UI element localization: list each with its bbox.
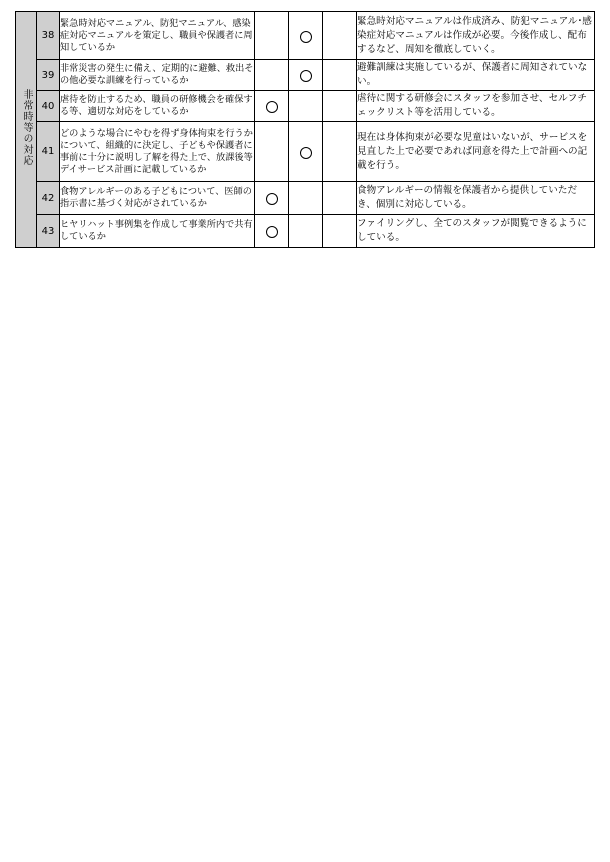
evaluation-item: 食物アレルギーのある子どもについて、医師の指示書に基づく対応がされているか [60,182,255,215]
circle-mark-icon [300,70,312,82]
mark-cell-yes [255,122,289,182]
mark-cell-partial [289,91,323,122]
mark-cell-no [323,91,357,122]
mark-cell-partial [289,215,323,248]
circle-mark-icon [266,101,278,113]
category-cell [16,12,37,248]
mark-cell-no [323,122,357,182]
mark-cell-no [323,215,357,248]
table-row [16,60,595,91]
circle-mark-icon [266,193,278,205]
mark-cell-yes [255,12,289,60]
mark-cell-partial [289,122,323,182]
row-number: 41 [37,122,60,182]
row-number: 40 [37,91,60,122]
row-number: 39 [37,60,60,91]
evaluation-item: ヒヤリハット事例集を作成して事業所内で共有しているか [60,215,255,248]
self-evaluation-table [15,11,595,248]
row-number: 38 [37,12,60,60]
mark-cell-no [323,182,357,215]
table-row [16,215,595,248]
circle-mark-icon [266,226,278,238]
category-label: 非常時等の対応 [21,89,32,166]
mark-cell-partial [289,12,323,60]
evaluation-item: 虐待を防止するため、職員の研修機会を確保する等、適切な対応をしているか [60,91,255,122]
table-row [16,182,595,215]
mark-cell-partial [289,60,323,91]
table-row [16,122,595,182]
mark-cell-partial [289,182,323,215]
improvement-comment: 虐待に関する研修会にスタッフを参加させ、セルフチェックリスト等を活用している。 [357,91,595,122]
row-number: 42 [37,182,60,215]
circle-mark-icon [300,31,312,43]
mark-cell-yes [255,182,289,215]
mark-cell-no [323,60,357,91]
improvement-comment: 緊急時対応マニュアルは作成済み、防犯マニュアル･感染症対応マニュアルは作成が必要。今後作成し、配布するなど、周知を徹底していく。 [357,12,595,60]
improvement-comment: ファイリングし、全てのスタッフが閲覧できるようにしている。 [357,215,595,248]
evaluation-item: 非常災害の発生に備え、定期的に避難、救出その他必要な訓練を行っているか [60,60,255,91]
mark-cell-yes [255,215,289,248]
mark-cell-yes [255,60,289,91]
table-row [16,12,595,60]
improvement-comment: 現在は身体拘束が必要な児童はいないが、サービスを見直した上で必要であれば同意を得た上で計画への記載を行う。 [357,122,595,182]
improvement-comment: 食物アレルギーの情報を保護者から提供していただき、個別に対応している。 [357,182,595,215]
table-row [16,91,595,122]
mark-cell-no [323,12,357,60]
evaluation-item: どのような場合にやむを得ず身体拘束を行うかについて、組織的に決定し、子どもや保護者に事前に十分に説明し了解を得た上で、放課後等デイサービス計画に記載しているか [60,122,255,182]
mark-cell-yes [255,91,289,122]
evaluation-item: 緊急時対応マニュアル、防犯マニュアル、感染症対応マニュアルを策定し、職員や保護者に周知しているか [60,12,255,60]
improvement-comment: 避難訓練は実施しているが、保護者に周知されていない。 [357,60,595,91]
row-number: 43 [37,215,60,248]
circle-mark-icon [300,147,312,159]
